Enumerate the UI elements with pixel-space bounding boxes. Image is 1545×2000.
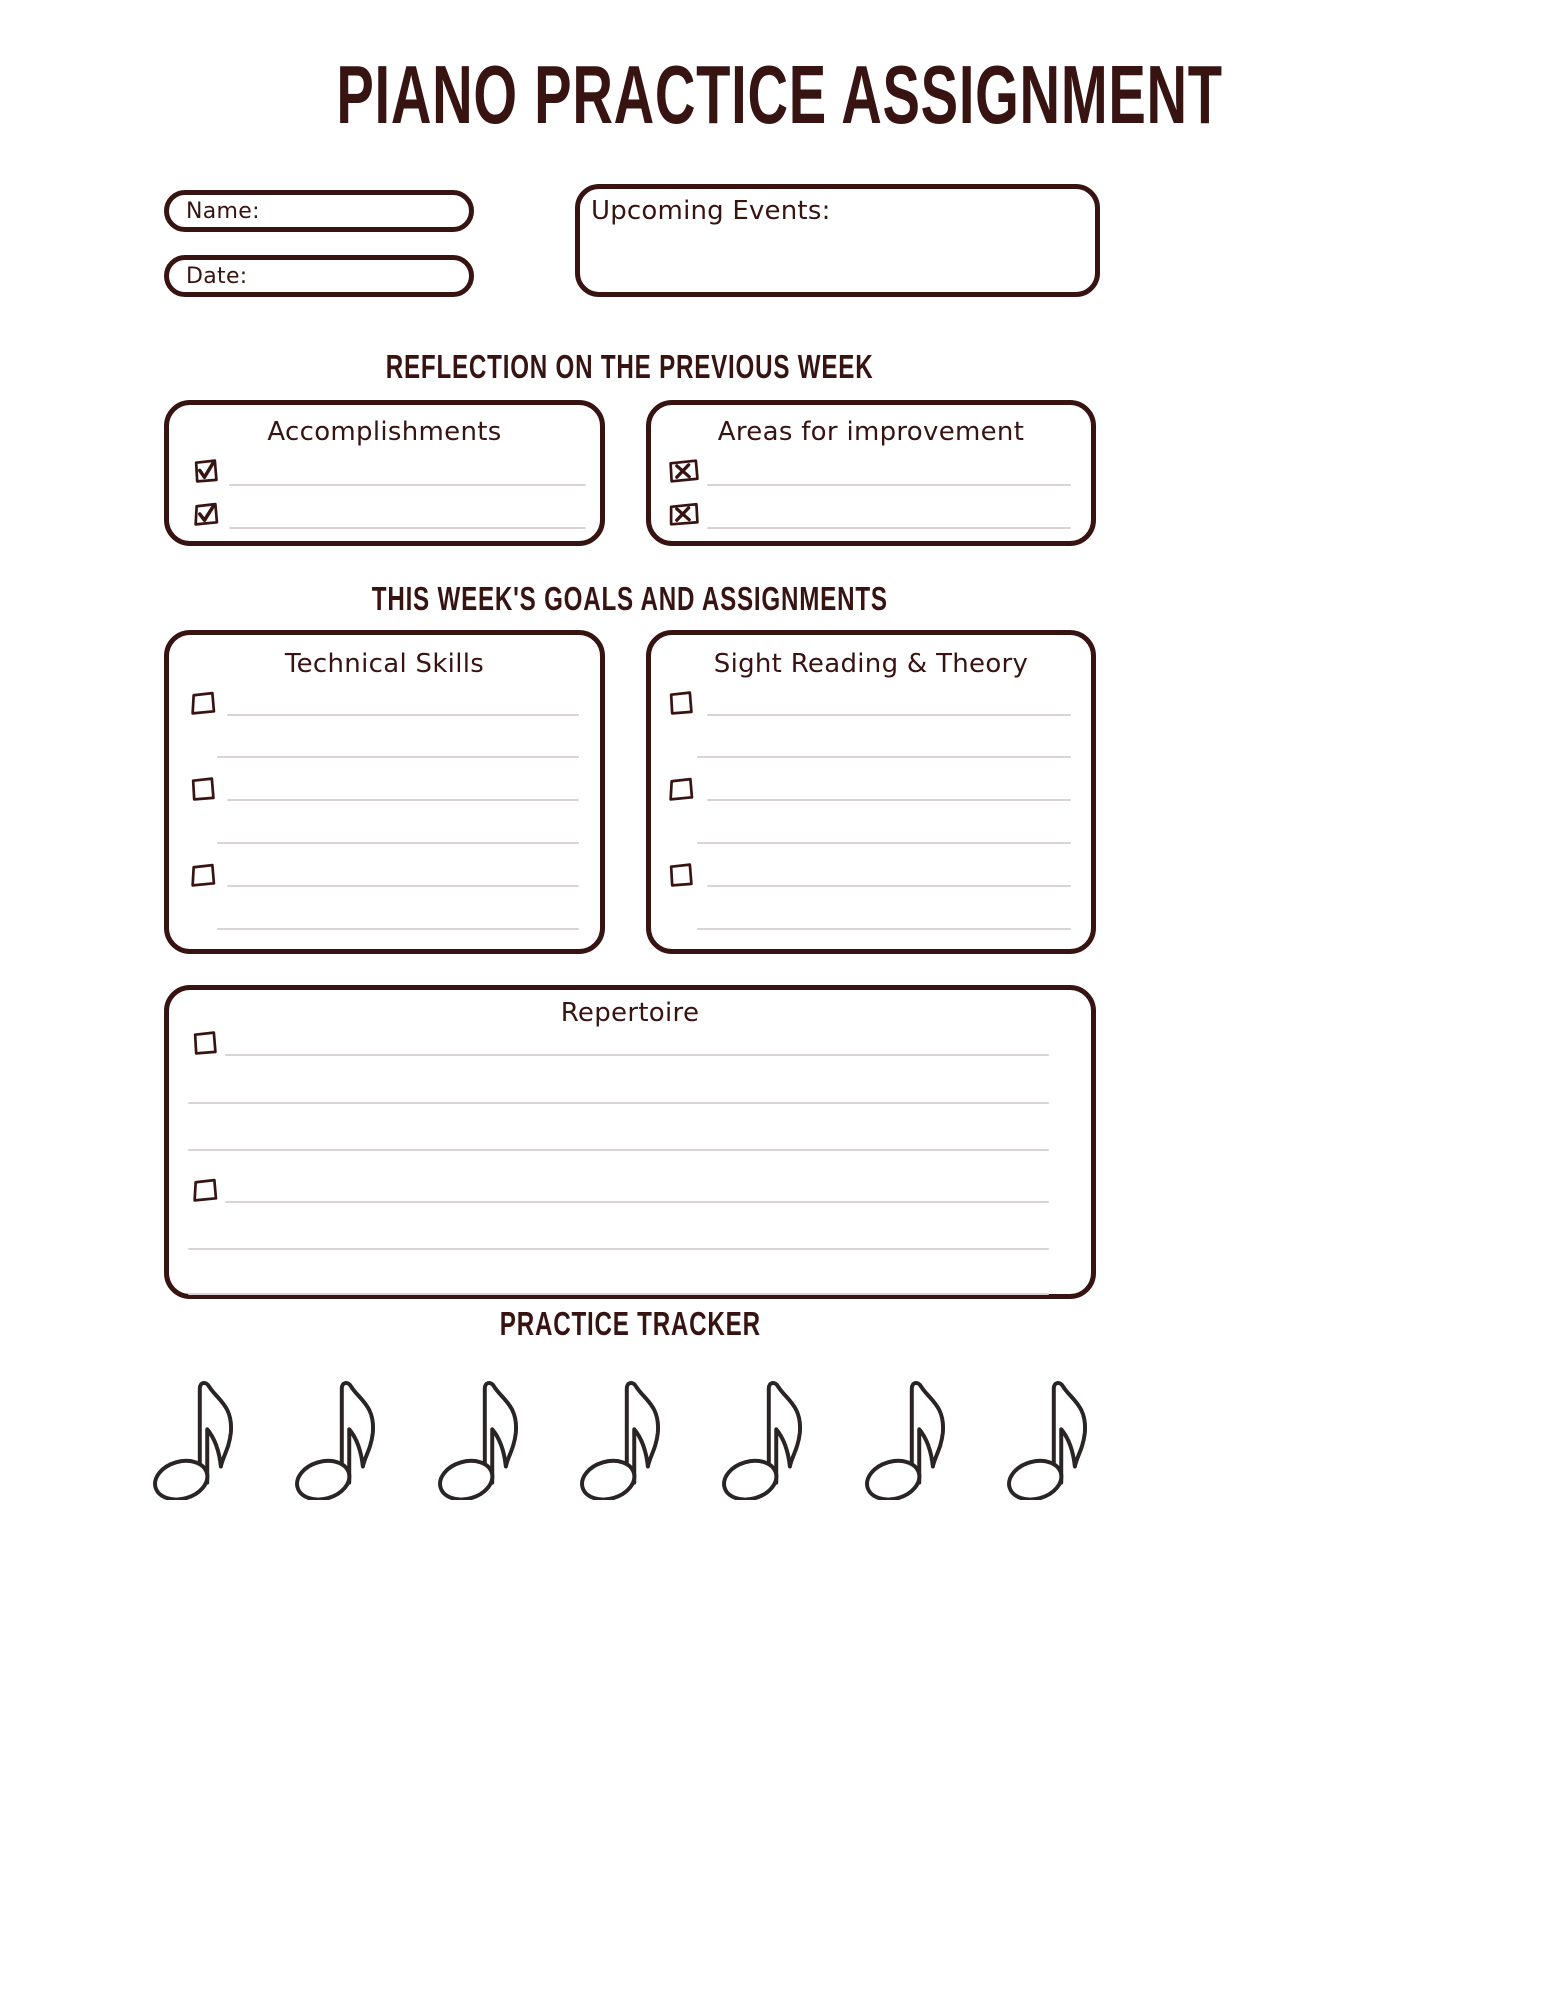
write-line[interactable] — [707, 799, 1071, 801]
write-line[interactable] — [707, 527, 1071, 529]
write-line[interactable] — [225, 1054, 1049, 1056]
empty-checkbox-icon[interactable] — [189, 775, 216, 802]
sight-reading-box — [646, 630, 1096, 954]
write-line[interactable] — [227, 799, 579, 801]
write-line[interactable] — [229, 484, 586, 486]
goals-heading-text: THIS WEEK'S GOALS AND ASSIGNMENTS — [371, 580, 889, 618]
write-line[interactable] — [225, 1201, 1049, 1203]
upcoming-events-label: Upcoming Events: — [591, 196, 831, 226]
write-line[interactable] — [188, 1102, 1049, 1104]
eighth-note-icon[interactable] — [435, 1376, 547, 1500]
write-line[interactable] — [217, 842, 579, 844]
checked-checkbox-icon[interactable] — [192, 500, 219, 527]
practice-tracker-notes — [150, 1376, 1116, 1502]
write-line[interactable] — [217, 756, 579, 758]
name-field[interactable] — [164, 190, 474, 232]
sight-reading-title: Sight Reading & Theory — [713, 649, 1029, 679]
accomplishments-box — [164, 400, 605, 546]
repertoire-title: Repertoire — [560, 998, 700, 1028]
name-label: Name: — [186, 198, 260, 224]
technical-skills-box — [164, 630, 605, 954]
reflection-heading — [164, 348, 1096, 384]
write-line[interactable] — [188, 1293, 1049, 1295]
write-line[interactable] — [707, 484, 1071, 486]
crossed-checkbox-icon[interactable] — [667, 500, 700, 527]
write-line[interactable] — [697, 928, 1071, 930]
write-line[interactable] — [217, 928, 579, 930]
write-line[interactable] — [227, 714, 579, 716]
date-label: Date: — [186, 263, 248, 289]
upcoming-events-box[interactable] — [575, 184, 1100, 297]
write-line[interactable] — [188, 1248, 1049, 1250]
practice-tracker-heading — [164, 1305, 1096, 1341]
improvement-title: Areas for improvement — [717, 417, 1025, 447]
empty-checkbox-icon[interactable] — [191, 1176, 218, 1203]
empty-checkbox-icon[interactable] — [189, 689, 216, 716]
empty-checkbox-icon[interactable] — [189, 861, 216, 888]
eighth-note-icon[interactable] — [292, 1376, 404, 1500]
checked-checkbox-icon[interactable] — [192, 457, 219, 484]
eighth-note-icon[interactable] — [577, 1376, 689, 1500]
eighth-note-icon[interactable] — [150, 1376, 262, 1500]
empty-checkbox-icon[interactable] — [667, 775, 694, 802]
empty-checkbox-icon[interactable] — [667, 689, 694, 716]
write-line[interactable] — [707, 714, 1071, 716]
write-line[interactable] — [227, 885, 579, 887]
eighth-note-icon[interactable] — [862, 1376, 974, 1500]
empty-checkbox-icon[interactable] — [191, 1029, 218, 1056]
improvement-box — [646, 400, 1096, 546]
write-line[interactable] — [697, 842, 1071, 844]
write-line[interactable] — [697, 756, 1071, 758]
write-line[interactable] — [188, 1149, 1049, 1151]
page-title — [164, 47, 1223, 142]
accomplishments-title: Accomplishments — [267, 417, 502, 447]
reflection-heading-text: REFLECTION ON THE PREVIOUS WEEK — [386, 348, 874, 386]
practice-tracker-heading-text: PRACTICE TRACKER — [499, 1305, 761, 1343]
page-title-text: PIANO PRACTICE ASSIGNMENT — [336, 47, 1223, 142]
date-field[interactable] — [164, 255, 474, 297]
repertoire-box — [164, 985, 1096, 1299]
crossed-checkbox-icon[interactable] — [667, 457, 700, 484]
write-line[interactable] — [707, 885, 1071, 887]
eighth-note-icon[interactable] — [1004, 1376, 1116, 1500]
empty-checkbox-icon[interactable] — [667, 861, 694, 888]
technical-skills-title: Technical Skills — [284, 649, 485, 679]
goals-heading — [164, 580, 1096, 616]
write-line[interactable] — [229, 527, 586, 529]
eighth-note-icon[interactable] — [719, 1376, 831, 1500]
